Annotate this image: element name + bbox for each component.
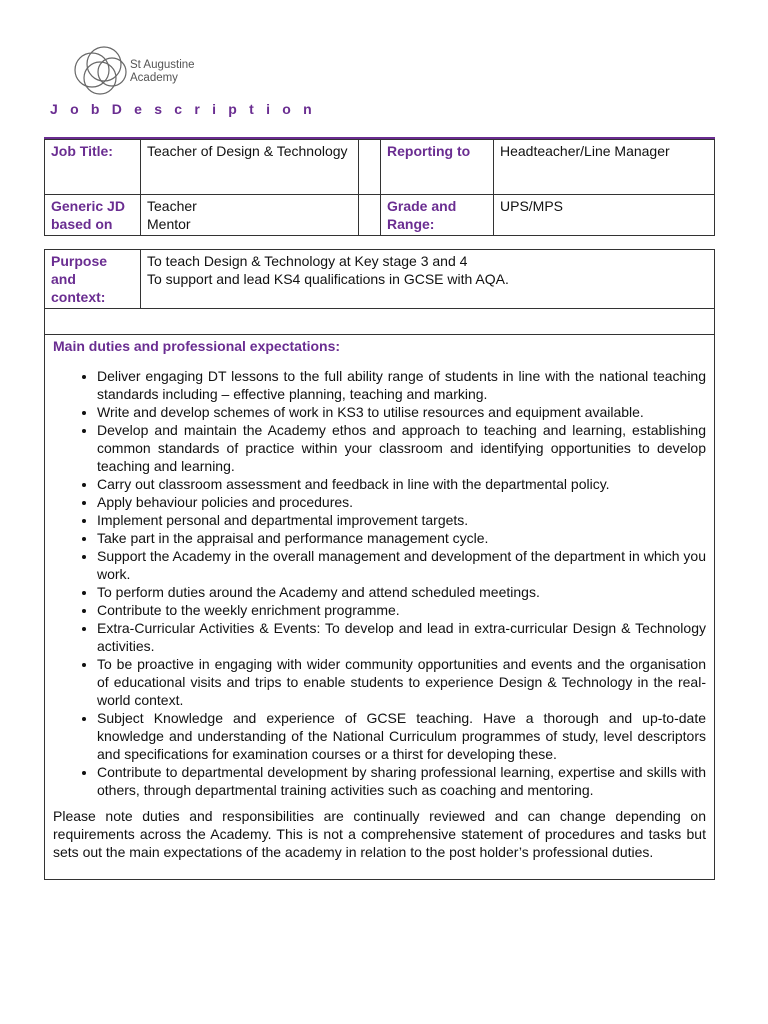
duty-item: • Develop and maintain the Academy ethos and approach to teaching and learning, establishing common standards of practice within your classroom and identifying opportunities to develop teaching and learning. xyxy=(97,421,706,475)
spacer-cell xyxy=(359,140,381,195)
duty-item: • Carry out classroom assessment and feedback in line with the departmental policy. xyxy=(97,475,706,493)
grade-label: Grade and Range: xyxy=(381,195,494,236)
duties-heading: Main duties and professional expectations: xyxy=(53,338,341,354)
duty-item: • Write and develop schemes of work in KS3 to utilise resources and equipment available. xyxy=(97,403,706,421)
duty-item: • Take part in the appraisal and performance management cycle. xyxy=(97,529,706,547)
purpose-label: Purpose and context: xyxy=(45,250,141,309)
spacer-cell xyxy=(359,195,381,236)
job-title-value: Teacher of Design & Technology xyxy=(141,140,359,195)
purpose-value xyxy=(141,250,715,309)
reporting-label: Reporting to xyxy=(381,140,494,195)
academy-name-line2: Academy xyxy=(130,72,178,84)
duties-table xyxy=(44,249,715,880)
duty-item: • Contribute to departmental development by sharing professional learning, expertise and skills with others, through departmental training activities such as coaching and mentoring. xyxy=(97,763,706,799)
generic-jd-label: Generic JD based on xyxy=(45,195,141,236)
grade-value: UPS/MPS xyxy=(494,195,715,236)
purpose-line2: To support and lead KS4 qualifications in GCSE with AQA. xyxy=(147,271,509,287)
generic-jd-line1: Teacher xyxy=(147,198,197,214)
duty-item: • Contribute to the weekly enrichment programme. xyxy=(97,601,706,619)
duties-list xyxy=(53,367,706,799)
duty-item: • Subject Knowledge and experience of GCSE teaching. Have a thorough and up-to-date knowledge and understanding of the National Curriculum programmes of study, level descriptors and specifications for examination courses or a thirst for developing these. xyxy=(97,709,706,763)
job-info-table xyxy=(44,139,715,236)
duty-item: • Extra-Curricular Activities & Events: To develop and lead in extra-curricular Design & Technology activities. xyxy=(97,619,706,655)
duty-item: • Support the Academy in the overall management and development of the department in which you work. xyxy=(97,547,706,583)
academy-name-line1: St Augustine xyxy=(130,59,195,71)
document-title: J o b D e s c r i p t i o n xyxy=(50,101,316,117)
duties-note: Please note duties and responsibilities are continually reviewed and can change depending on requirements across the Academy. This is not a comprehensive statement of procedures and tasks but sets out the main expectations of the academy in relation to the post holder’s professional duties. xyxy=(53,808,706,860)
purpose-line1: To teach Design & Technology at Key stage 3 and 4 xyxy=(147,253,468,269)
job-title-label: Job Title: xyxy=(45,140,141,195)
duty-item: • To perform duties around the Academy and attend scheduled meetings. xyxy=(97,583,706,601)
duty-item: • To be proactive in engaging with wider community opportunities and events and the organisation of educational visits and trips to enable students to experience Design & Technology in the real-world context. xyxy=(97,655,706,709)
duties-cell xyxy=(45,335,715,880)
generic-jd-value xyxy=(141,195,359,236)
reporting-value: Headteacher/Line Manager xyxy=(494,140,715,195)
duty-item: • Apply behaviour policies and procedures. xyxy=(97,493,706,511)
generic-jd-line2: Mentor xyxy=(147,216,191,232)
duty-item: • Implement personal and departmental improvement targets. xyxy=(97,511,706,529)
blank-row xyxy=(45,309,715,335)
duty-item: • Deliver engaging DT lessons to the full ability range of students in line with the national teaching standards including – effective planning, teaching and marking. xyxy=(97,367,706,403)
academy-name xyxy=(130,59,195,85)
